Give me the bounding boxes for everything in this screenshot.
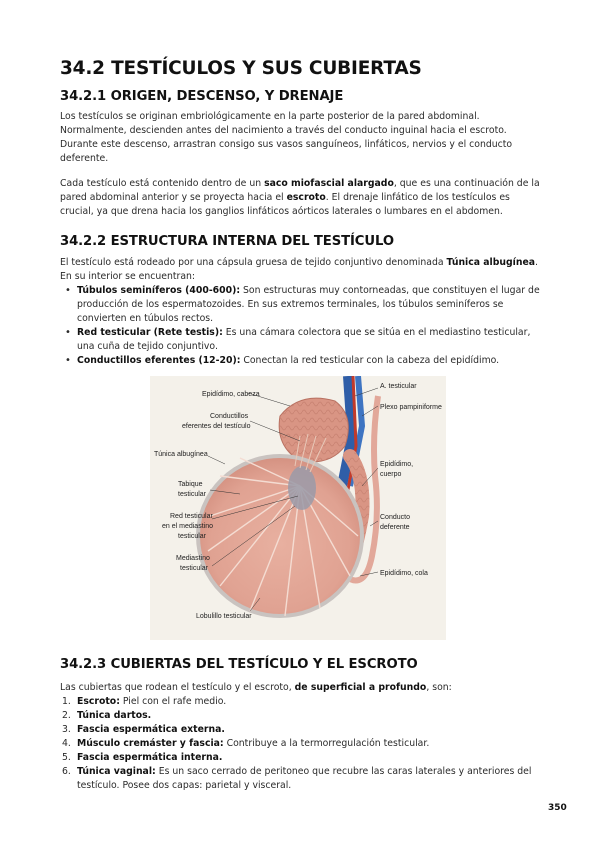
label-conducto-deferente: Conducto: [380, 514, 410, 521]
label-red-testicular-2: en el mediastino: [162, 523, 213, 530]
label-plexo-pampiniforme: Plexo pampiniforme: [380, 404, 442, 411]
list-item: 5. Fascia espermática interna.: [62, 752, 223, 763]
label-red-testicular-3: testicular: [178, 533, 207, 540]
list-item: 6. Túnica vaginal: Es un saco cerrado de peritoneo que recubre las caras laterales y anteriores del testículo. Posee dos capas: parietal y visceral.: [62, 766, 532, 791]
label-epididimo-cuerpo: Epidídimo,: [380, 461, 414, 468]
list-item: 1. Escroto: Piel con el rafe medio.: [62, 696, 227, 707]
label-tabique: Tabique: [178, 481, 203, 488]
label-tabique-2: testicular: [178, 491, 207, 498]
list-item: 4. Músculo cremáster y fascia: Contribuye a la termorregulación testicular.: [62, 738, 430, 749]
label-conductillos: Conductillos: [210, 413, 249, 420]
list-item: 3. Fascia espermática externa.: [62, 724, 225, 735]
label-mediastino: Mediastino: [176, 555, 210, 562]
list-item: 2. Túnica dartos.: [62, 710, 152, 721]
label-tunica-albuginea: Túnica albugínea: [154, 451, 208, 458]
page-number: 350: [548, 803, 567, 813]
testis-diagram: [150, 376, 446, 640]
paragraph-saco: Cada testículo está contenido dentro de un saco miofascial alargado, que es una continuación de la pared abdominal anterior y se proyecta hacia el escroto. El drenaje linfático de los testículos es crucial, ya que drena hacia los ganglios linfáticos aórticos laterales o lumbares en el abdomen.: [60, 178, 540, 217]
section-heading-estructura: 34.2.2 ESTRUCTURA INTERNA DEL TESTÍCULO: [60, 234, 394, 249]
paragraph-origen: Los testículos se originan embriológicamente en la parte posterior de la pared abdominal. Normalmente, descienden antes del nacimiento a través del conducto inguinal hacia el escroto. Durante este descenso, arrastran consigo sus vasos sanguíneos, linfáticos, nervios y el conducto deferente.: [60, 111, 513, 164]
label-red-testicular: Red testicular: [170, 513, 213, 520]
page-title: 34.2 TESTÍCULOS Y SUS CUBIERTAS: [60, 58, 422, 79]
section-heading-cubiertas: 34.2.3 CUBIERTAS DEL TESTÍCULO Y EL ESCROTO: [60, 657, 418, 672]
testis-illustration: [150, 376, 446, 640]
rete-testis: [288, 466, 316, 510]
list-item: • Túbulos seminíferos (400-600): Son estructuras muy contorneadas, que constituyen el lugar de producción de los espermatozoides. En sus extremos terminales, los túbulos seminíferos se convierten en túbulos rectos.: [60, 284, 542, 326]
paragraph-tunica: El testículo está rodeado por una cápsula gruesa de tejido conjuntivo denominada Túnica albugínea. En su interior se encuentran:: [60, 257, 539, 282]
label-lobulillo: Lobulillo testicular: [196, 613, 252, 620]
structure-list: [60, 284, 542, 368]
label-epididimo-cabeza: Epidídimo, cabeza: [202, 391, 260, 398]
coverings-list: [60, 695, 542, 793]
label-epididimo-cola: Epidídimo, cola: [380, 570, 428, 577]
section-heading-origen: 34.2.1 ORIGEN, DESCENSO, Y DRENAJE: [60, 89, 344, 104]
list-item: • Red testicular (Rete testis): Es una cámara colectora que se sitúa en el mediastino testicular, una cuña de tejido conjuntivo.: [60, 326, 542, 354]
list-item: • Conductillos eferentes (12-20): Conectan la red testicular con la cabeza del epidídimo.: [60, 354, 542, 368]
paragraph-cubiertas: Las cubiertas que rodean el testículo y el escroto, de superficial a profundo, son:: [60, 682, 452, 693]
label-conducto-deferente-2: deferente: [380, 524, 410, 531]
label-conductillos-2: eferentes del testículo: [182, 423, 251, 430]
label-arteria-testicular: A. testicular: [380, 383, 417, 390]
label-mediastino-2: testicular: [180, 565, 209, 572]
label-epididimo-cuerpo-2: cuerpo: [380, 471, 402, 478]
